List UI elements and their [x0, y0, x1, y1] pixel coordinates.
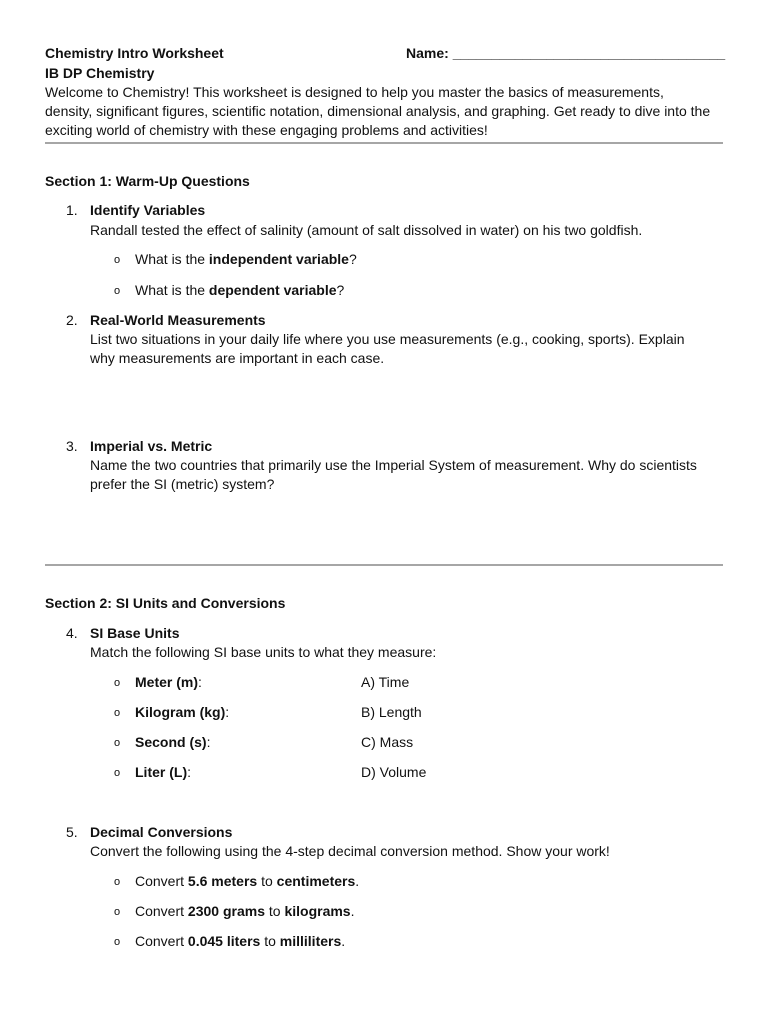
conversion-target: kilograms — [284, 903, 351, 919]
bullet-marker: o — [114, 707, 121, 719]
bullet-marker: o — [114, 285, 121, 297]
bullet-marker: o — [114, 737, 121, 749]
bullet-emphasis: independent variable — [208, 251, 349, 267]
conversion-value: 5.6 meters — [187, 873, 258, 889]
bullet-marker: o — [114, 876, 121, 888]
section-divider — [45, 142, 723, 144]
name-label: Name: — [406, 45, 449, 61]
match-item — [135, 704, 229, 720]
question-5-number: 5. — [66, 824, 78, 840]
bullet-marker: o — [114, 254, 121, 266]
conversion-text: to — [257, 873, 277, 889]
match-unit: Kilogram (kg) — [135, 704, 226, 720]
name-blank: ___________________________________ — [452, 45, 726, 61]
conversion-text: . — [350, 903, 355, 919]
match-colon: : — [198, 674, 202, 690]
worksheet-title: Chemistry Intro Worksheet — [45, 45, 224, 61]
bullet-marker: o — [114, 767, 121, 779]
conversion-value: 0.045 liters — [187, 933, 261, 949]
conversion-text: Convert — [135, 873, 188, 889]
match-unit: Meter (m) — [135, 674, 199, 690]
conversion-value: 2300 grams — [187, 903, 265, 919]
question-1-title: Identify Variables — [90, 202, 206, 218]
bullet-text: What is the — [135, 251, 209, 267]
question-3-title: Imperial vs. Metric — [90, 438, 213, 454]
bullet-text: ? — [348, 251, 357, 267]
conversion-text: . — [355, 873, 360, 889]
bullet-emphasis: dependent variable — [208, 282, 337, 298]
question-4-text: Match the following SI base units to what they measure: — [90, 644, 437, 660]
section-1-title: Section 1: Warm-Up Questions — [45, 173, 250, 189]
question-2-title: Real-World Measurements — [90, 312, 266, 328]
conversion-item — [135, 903, 354, 919]
conversion-item — [135, 873, 359, 889]
question-1-number: 1. — [66, 202, 78, 218]
bullet-text: What is the — [135, 282, 209, 298]
conversion-item — [135, 933, 345, 949]
match-answer: C) Mass — [361, 734, 414, 750]
course-name: IB DP Chemistry — [45, 65, 155, 81]
match-colon: : — [187, 764, 191, 780]
question-2-text: List two situations in your daily life where you use measurements (e.g., cooking, sports). Explain why measurements are important in each case. — [90, 331, 685, 366]
bullet-marker: o — [114, 677, 121, 689]
name-field — [406, 45, 725, 61]
match-unit: Liter (L) — [135, 764, 188, 780]
conversion-text: to — [264, 903, 285, 919]
match-unit: Second (s) — [135, 734, 207, 750]
question-4-title: SI Base Units — [90, 625, 180, 641]
conversion-text: to — [260, 933, 280, 949]
bullet-marker: o — [114, 906, 121, 918]
intro-paragraph: Welcome to Chemistry! This worksheet is designed to help you master the basics of measurements, density, significant figures, scientific notation, dimensional analysis, and graphing. Get ready to dive into the exciting world of chemistry with these engaging problems and activities! — [45, 84, 711, 138]
question-5-title: Decimal Conversions — [90, 824, 233, 840]
question-2-number: 2. — [66, 312, 78, 328]
match-answer: B) Length — [361, 704, 422, 720]
match-item — [135, 764, 191, 780]
bullet-marker: o — [114, 936, 121, 948]
question-3-text: Name the two countries that primarily use the Imperial System of measurement. Why do scientists prefer the SI (metric) system? — [90, 457, 697, 492]
conversion-text: . — [341, 933, 346, 949]
question-1-bullet-independent — [135, 251, 357, 267]
question-1-bullet-dependent — [135, 282, 344, 298]
conversion-target: milliliters — [279, 933, 342, 949]
question-5-text: Convert the following using the 4-step decimal conversion method. Show your work! — [90, 843, 610, 859]
match-item — [135, 674, 202, 690]
conversion-target: centimeters — [276, 873, 356, 889]
question-3-number: 3. — [66, 438, 78, 454]
section-divider — [45, 564, 723, 566]
question-4-number: 4. — [66, 625, 78, 641]
match-colon: : — [206, 734, 211, 750]
conversion-text: Convert — [135, 903, 188, 919]
conversion-text: Convert — [135, 933, 188, 949]
match-answer: D) Volume — [361, 764, 427, 780]
match-colon: : — [225, 704, 230, 720]
match-answer: A) Time — [361, 674, 410, 690]
bullet-text: ? — [336, 282, 345, 298]
match-item — [135, 734, 210, 750]
question-1-text: Randall tested the effect of salinity (amount of salt dissolved in water) on his two goldfish. — [90, 222, 643, 238]
section-2-title: Section 2: SI Units and Conversions — [45, 595, 286, 611]
